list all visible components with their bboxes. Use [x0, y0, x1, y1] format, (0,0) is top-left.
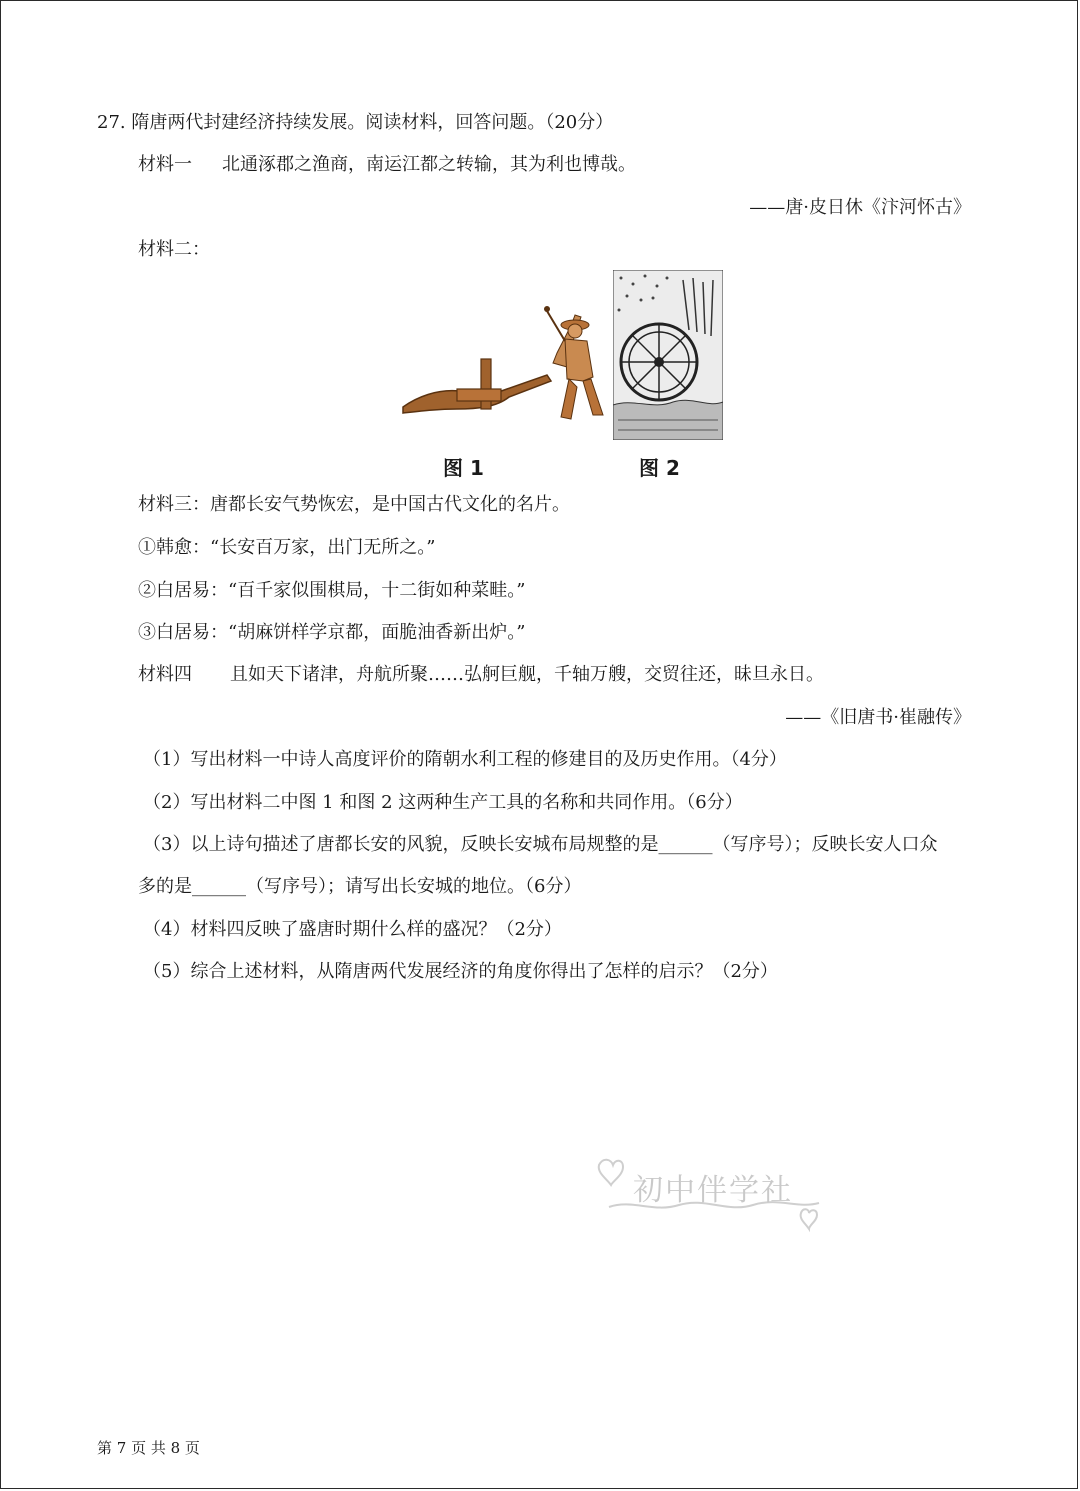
material4-label: 材料四: [138, 664, 192, 685]
figure2-caption: 图 2: [639, 456, 680, 480]
question-title: 27. 隋唐两代封建经济持续发展。阅读材料，回答问题。（20分）: [97, 112, 614, 133]
material3-item2: ②白居易：“百千家似围棋局，十二街如种菜畦。”: [138, 580, 526, 601]
material1-text: 北通涿郡之渔商，南运江都之转输，其为利也博哉。: [222, 154, 636, 175]
material1: [138, 153, 636, 177]
material4-text: 且如天下诸津，舟航所聚……弘舸巨舰，千轴万艘，交贸往还，昧旦永日。: [230, 664, 824, 685]
material3-intro: 材料三：唐都长安气势恢宏，是中国古代文化的名片。: [138, 494, 570, 515]
page-footer: 第 7 页 共 8 页: [97, 1439, 200, 1457]
subquestion-3-line1: （3）以上诗句描述了唐都长安的风貌，反映长安城布局规整的是______（写序号）；反映长安人口众: [143, 834, 938, 855]
material4: [138, 663, 824, 687]
watermark-text: 初中伴学社: [633, 1173, 793, 1208]
material3-item1: ①韩愈：“长安百万家，出门无所之。”: [138, 537, 436, 558]
figure1-plough-image: [397, 297, 609, 429]
subquestion-4: （4）材料四反映了盛唐时期什么样的盛况？（2分）: [143, 919, 562, 940]
material1-source: ——唐·皮日休《汴河怀古》: [749, 197, 971, 218]
watermark-logo: [593, 1151, 825, 1241]
subquestion-5: （5）综合上述材料，从隋唐两代发展经济的角度你得出了怎样的启示？（2分）: [143, 961, 778, 982]
subquestion-3-line2: 多的是______（写序号）；请写出长安城的地位。（6分）: [138, 876, 582, 897]
figure2-waterwheel-image: [613, 270, 723, 444]
subquestion-1: （1）写出材料一中诗人高度评价的隋朝水利工程的修建目的及历史作用。（4分）: [143, 749, 787, 770]
material1-label: 材料一: [138, 154, 192, 175]
figure1-caption: 图 1: [443, 456, 484, 480]
material3-item3: ③白居易：“胡麻饼样学京都，面脆油香新出炉。”: [138, 622, 526, 643]
subquestion-2: （2）写出材料二中图 1 和图 2 这两种生产工具的名称和共同作用。（6分）: [143, 792, 743, 813]
material2-label: 材料二：: [138, 239, 210, 260]
material4-source: ——《旧唐书·崔融传》: [785, 707, 971, 728]
